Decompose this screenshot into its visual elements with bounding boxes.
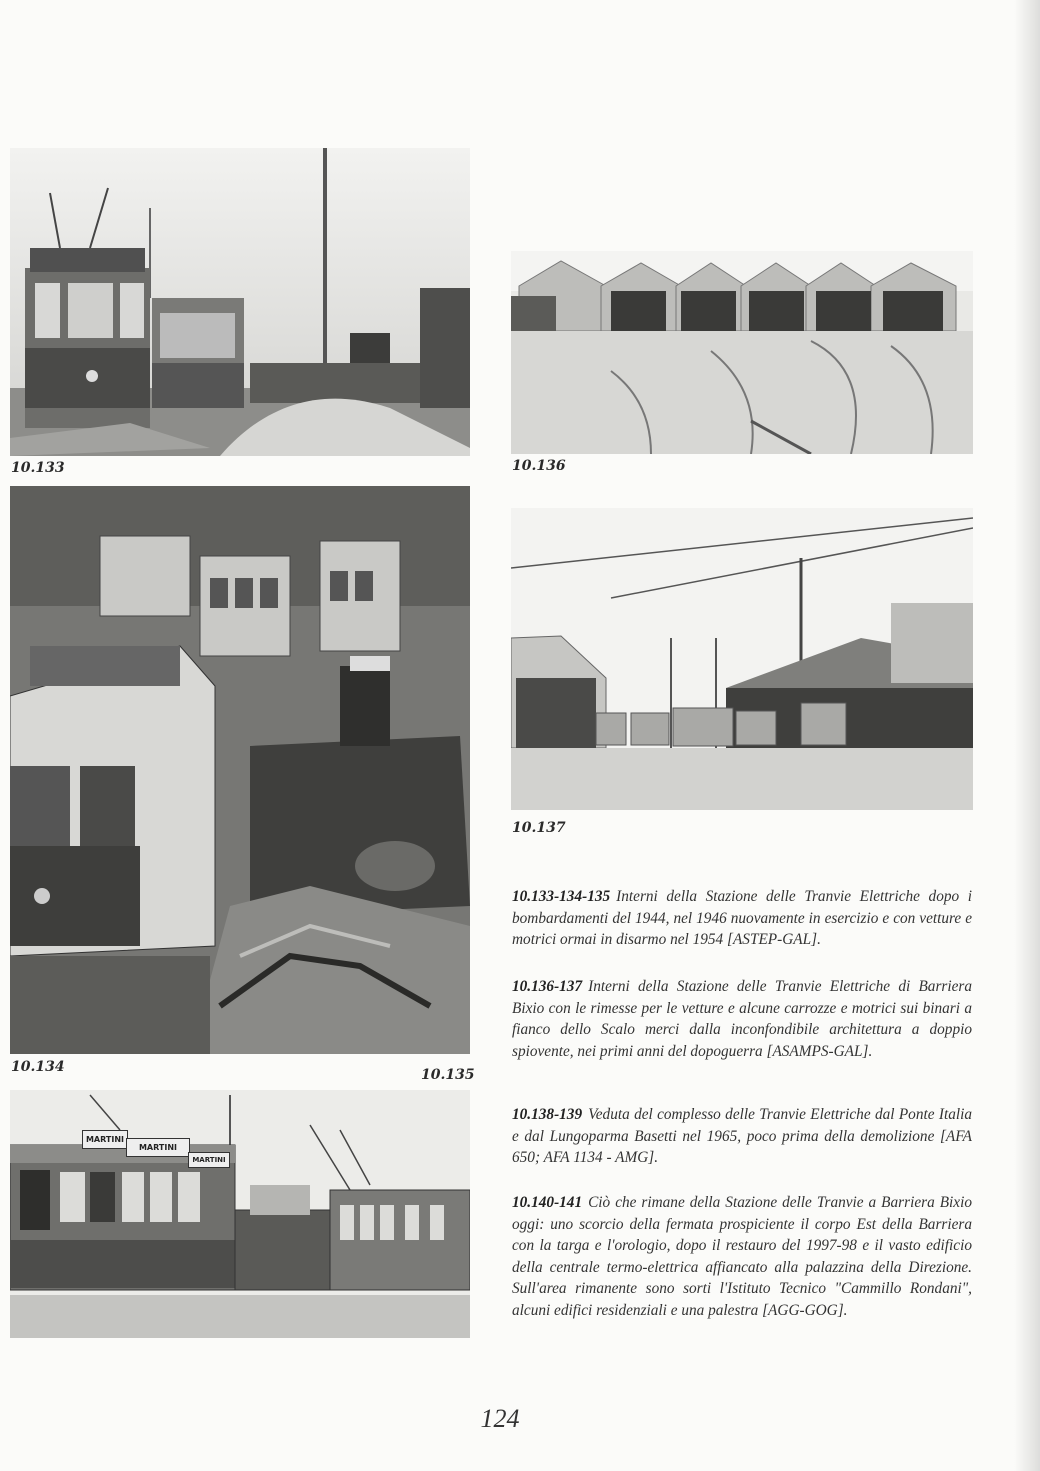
caption-10-136-137: [512, 976, 972, 1062]
caption-text: Interni della Stazione delle Tranvie Elettriche di Barriera Bixio con le rimesse per le vetture e alcune carrozze e motrici sui binari a fianco dello Scalo merci dalla inconfondibile architettura a doppio spiovente, nei primi anni del dopoguerra [ASAMPS-GAL].: [512, 978, 972, 1060]
caption-text: Ciò che rimane della Stazione delle Tranvie a Barriera Bixio oggi: uno scorcio della fermata prospiciente il corpo Est della Barriera con la targa e l'orologio, dopo il restauro del 1997-98 e il vasto edificio della centrale termo-elettrica affiancato alla palazzina della Direzione. Sull'area rimanente sono sorti l'Istituto Tecnico "Cammillo Rondani", alcuni edifici residenziali e una palestra [AGG-GOG].: [512, 1194, 972, 1319]
caption-number: 10.140-141: [512, 1194, 583, 1211]
photo-trams-martini: [10, 1090, 470, 1338]
caption-number: 10.136-137: [512, 978, 583, 995]
page-number: 124: [480, 1404, 520, 1433]
photo-label-10-137: 10.137: [512, 820, 566, 836]
page-edge-shadow: [1014, 0, 1040, 1471]
photo-10-133: [10, 148, 470, 456]
tram-sign-3: MARTINI: [188, 1152, 230, 1168]
tram-sign-1: MARTINI: [82, 1130, 128, 1149]
tram-sign-2: MARTINI: [126, 1138, 190, 1157]
caption-number: 10.133-134-135: [512, 888, 611, 905]
caption-10-133-134-135: [512, 886, 972, 951]
photo-10-134: [10, 486, 470, 1054]
caption-number: 10.138-139: [512, 1106, 583, 1123]
caption-10-138-139: [512, 1104, 972, 1169]
caption-text: Veduta del complesso delle Tranvie Elettriche dal Ponte Italia e dal Lungoparma Basetti nel 1965, poco prima della demolizione [AFA 650; AFA 1134 - AMG].: [512, 1106, 972, 1167]
photo-label-10-135: 10.135: [421, 1067, 475, 1083]
photo-label-10-136: 10.136: [512, 458, 566, 474]
photo-label-10-133: 10.133: [11, 460, 65, 476]
caption-text: Interni della Stazione delle Tranvie Elettriche dopo i bombardamenti del 1944, nel 1946 nuovamente in esercizio e con vetture e motrici ormai in disarmo nel 1954 [ASTEP-GAL].: [512, 888, 972, 949]
photo-label-10-134: 10.134: [11, 1059, 65, 1075]
photo-10-137: [511, 508, 973, 810]
photo-10-136: [511, 251, 973, 454]
caption-10-140-141: [512, 1192, 972, 1322]
